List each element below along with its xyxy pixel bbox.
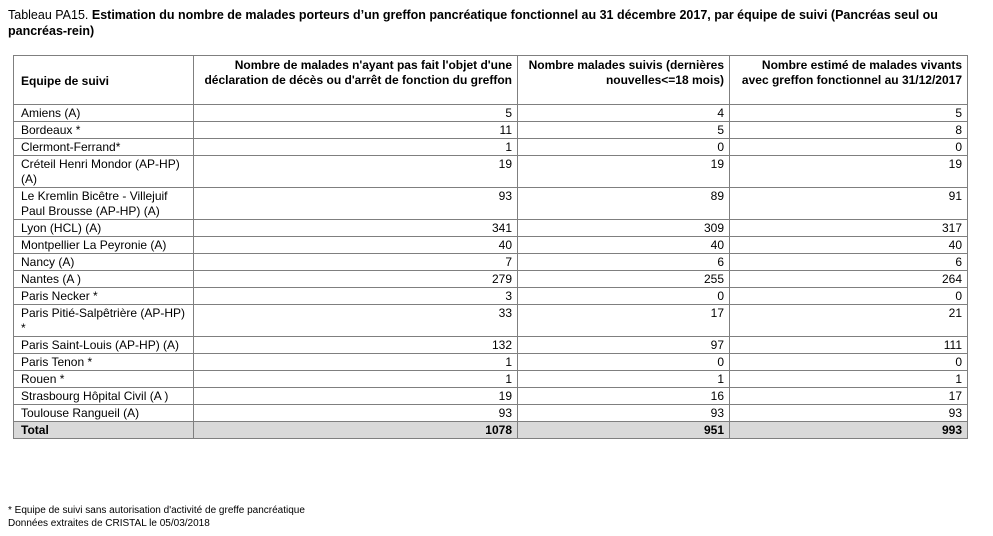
cell-non-declares: 19 [194,156,518,188]
total-label: Total [14,422,194,439]
cell-equipe: Clermont-Ferrand* [14,139,194,156]
cell-non-declares: 279 [194,271,518,288]
cell-vivants: 8 [730,122,968,139]
column-header-equipe: Equipe de suivi [14,56,194,105]
table-row [14,105,968,122]
table-row [14,354,968,371]
table-row [14,371,968,388]
cell-non-declares: 5 [194,105,518,122]
table-row [14,388,968,405]
table-row [14,405,968,422]
cell-suivis: 89 [518,188,730,220]
table-row [14,288,968,305]
cell-vivants: 17 [730,388,968,405]
cell-suivis: 40 [518,237,730,254]
table-row [14,271,968,288]
cell-non-declares: 1 [194,139,518,156]
cell-equipe: Toulouse Rangueil (A) [14,405,194,422]
cell-equipe: Rouen * [14,371,194,388]
cell-equipe: Créteil Henri Mondor (AP-HP) (A) [14,156,194,188]
cell-non-declares: 33 [194,305,518,337]
cell-non-declares: 40 [194,237,518,254]
cell-suivis: 309 [518,220,730,237]
table-row [14,337,968,354]
cell-non-declares: 11 [194,122,518,139]
cell-equipe: Lyon (HCL) (A) [14,220,194,237]
cell-suivis: 93 [518,405,730,422]
cell-vivants: 0 [730,139,968,156]
source-note: Données extraites de CRISTAL le 05/03/2018 [8,518,210,529]
total-cell-vivants: 993 [730,422,968,439]
cell-vivants: 111 [730,337,968,354]
total-cell-non-declares: 1078 [194,422,518,439]
caption-label: Tableau PA15. [8,8,89,22]
footnote: * Equipe de suivi sans autorisation d'activité de greffe pancréatique [8,505,305,516]
cell-equipe: Bordeaux * [14,122,194,139]
cell-equipe: Amiens (A) [14,105,194,122]
table-row [14,237,968,254]
cell-non-declares: 341 [194,220,518,237]
cell-non-declares: 93 [194,405,518,422]
cell-vivants: 93 [730,405,968,422]
table-row [14,305,968,337]
table-caption [8,7,974,39]
cell-vivants: 0 [730,354,968,371]
total-cell-suivis: 951 [518,422,730,439]
cell-vivants: 21 [730,305,968,337]
cell-equipe: Montpellier La Peyronie (A) [14,237,194,254]
cell-suivis: 0 [518,354,730,371]
cell-suivis: 5 [518,122,730,139]
caption-title: Estimation du nombre de malades porteurs d’un greffon pancréatique fonctionnel au 31 décembre 2017, par équipe de suivi (Pancréas seul ou pancréas-rein) [8,8,938,38]
cell-suivis: 0 [518,139,730,156]
column-header-non-declares: Nombre de malades n'ayant pas fait l'objet d'une déclaration de décès ou d'arrêt de fonction du greffon [194,56,518,105]
cell-vivants: 264 [730,271,968,288]
column-header-suivis: Nombre malades suivis (dernières nouvelles<=18 mois) [518,56,730,105]
cell-suivis: 97 [518,337,730,354]
data-table [13,55,968,439]
cell-non-declares: 1 [194,371,518,388]
cell-suivis: 6 [518,254,730,271]
cell-equipe: Paris Necker * [14,288,194,305]
table-row [14,156,968,188]
cell-suivis: 4 [518,105,730,122]
cell-vivants: 91 [730,188,968,220]
cell-non-declares: 7 [194,254,518,271]
cell-equipe: Nantes (A ) [14,271,194,288]
table-footer [8,504,305,530]
cell-vivants: 1 [730,371,968,388]
total-row [14,422,968,439]
cell-non-declares: 132 [194,337,518,354]
cell-non-declares: 3 [194,288,518,305]
cell-non-declares: 19 [194,388,518,405]
cell-equipe: Paris Saint-Louis (AP-HP) (A) [14,337,194,354]
cell-non-declares: 93 [194,188,518,220]
cell-equipe: Paris Pitié-Salpêtrière (AP-HP) * [14,305,194,337]
table-row [14,254,968,271]
cell-non-declares: 1 [194,354,518,371]
cell-suivis: 1 [518,371,730,388]
table-row [14,220,968,237]
cell-equipe: Le Kremlin Bicêtre - Villejuif Paul Brousse (AP-HP) (A) [14,188,194,220]
cell-suivis: 17 [518,305,730,337]
column-header-vivants: Nombre estimé de malades vivants avec greffon fonctionnel au 31/12/2017 [730,56,968,105]
cell-vivants: 19 [730,156,968,188]
cell-suivis: 0 [518,288,730,305]
cell-vivants: 40 [730,237,968,254]
table-row [14,139,968,156]
table-body [14,105,968,439]
cell-vivants: 6 [730,254,968,271]
cell-equipe: Strasbourg Hôpital Civil (A ) [14,388,194,405]
cell-equipe: Paris Tenon * [14,354,194,371]
cell-suivis: 16 [518,388,730,405]
header-row [14,56,968,105]
cell-vivants: 5 [730,105,968,122]
cell-suivis: 255 [518,271,730,288]
table-row [14,122,968,139]
table-row [14,188,968,220]
cell-equipe: Nancy (A) [14,254,194,271]
cell-vivants: 0 [730,288,968,305]
cell-suivis: 19 [518,156,730,188]
cell-vivants: 317 [730,220,968,237]
